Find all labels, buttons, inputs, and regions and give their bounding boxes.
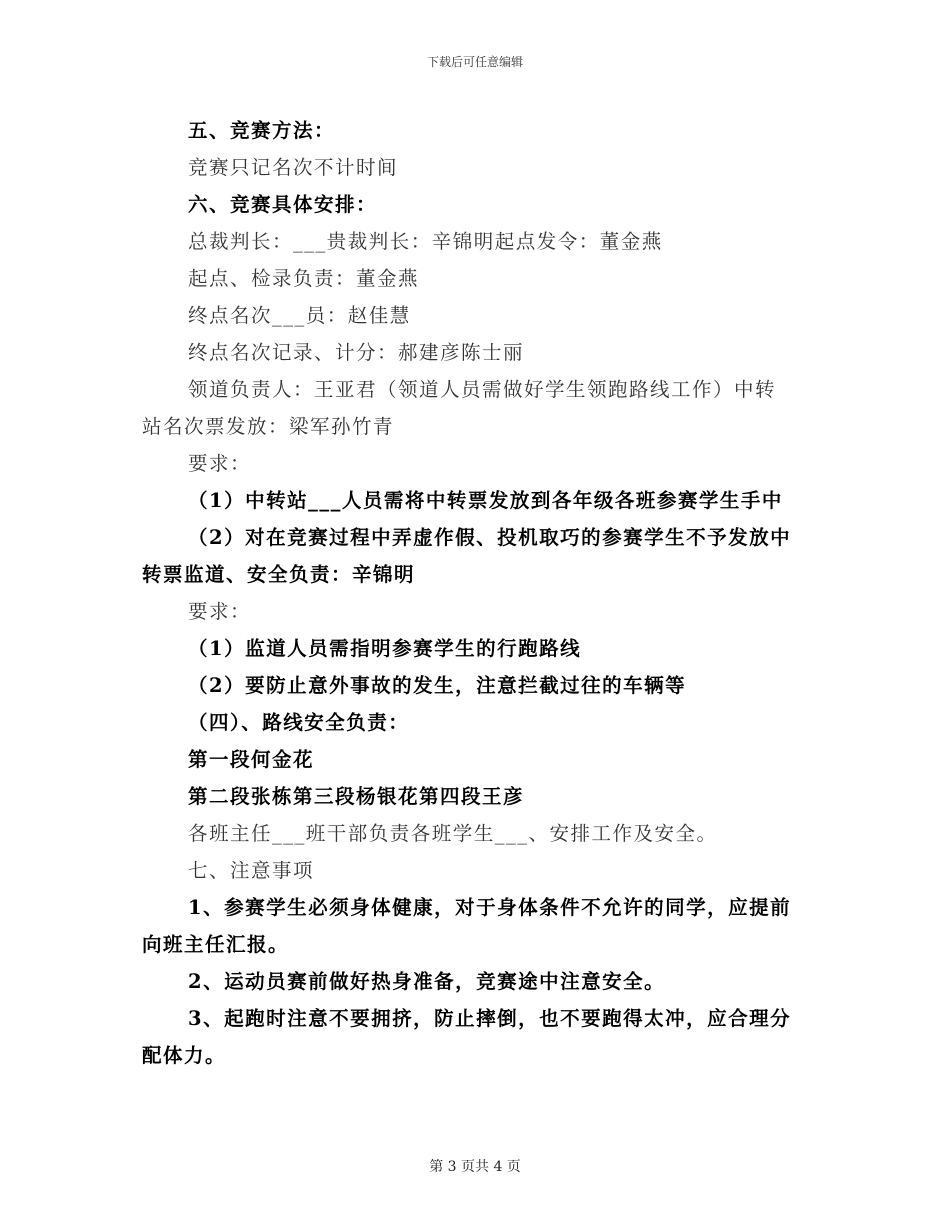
document-body <box>142 112 814 1074</box>
paragraph-line: 转票监道、安全负责：辛锦明 <box>142 563 416 586</box>
paragraph-line: 第二段张栋第三段杨银花第四段王彦 <box>188 785 525 808</box>
paragraph-line: 1、参赛学生必须身体健康，对于身体条件不允许的同学，应提前 <box>188 896 792 919</box>
paragraph-line: 向班主任汇报。 <box>142 933 290 956</box>
paragraph-line: （2）对在竞赛过程中弄虚作假、投机取巧的参赛学生不予发放中 <box>188 526 792 549</box>
paragraph-line: （2）要防止意外事故的发生，注意拦截过往的车辆等 <box>188 674 687 697</box>
paragraph-line: 终点名次记录、计分：郝建彦陈士丽 <box>188 341 525 364</box>
paragraph-line: 六、竞赛具体安排： <box>188 193 378 216</box>
paragraph-line: 起点、检录负责：董金燕 <box>188 267 420 290</box>
paragraph-line: 2、运动员赛前做好热身准备，竞赛途中注意安全。 <box>188 970 666 993</box>
paragraph-line: 要求： <box>188 600 252 623</box>
paragraph-line: （1）中转站___人员需将中转票发放到各年级各班参赛学生手中 <box>188 489 783 512</box>
paragraph-line: （四）、路线安全负责： <box>188 711 410 734</box>
paragraph-line: 要求： <box>188 452 252 475</box>
page-footer: 第 3 页共 4 页 <box>429 1159 521 1175</box>
paragraph-line: 竞赛只记名次不计时间 <box>188 156 399 179</box>
paragraph-line: 第一段何金花 <box>188 748 315 771</box>
paragraph-line: 各班主任___班干部负责各班学生___、安排工作及安全。 <box>188 822 718 845</box>
paragraph-line: （1）监道人员需指明参赛学生的行跑路线 <box>188 637 582 660</box>
page-header: 下载后可任意编辑 <box>426 55 523 69</box>
paragraph-line: 3、起跑时注意不要拥挤，防止摔倒，也不要跑得太冲，应合理分 <box>188 1007 792 1030</box>
paragraph-line: 配体力。 <box>142 1044 227 1067</box>
paragraph-line: 五、竞赛方法： <box>188 119 336 142</box>
paragraph-line: 终点名次___员：赵佳慧 <box>188 304 411 327</box>
paragraph-line: 七、注意事项 <box>188 859 315 882</box>
paragraph-line: 领道负责人：王亚君（领道人员需做好学生领跑路线工作）中转 <box>188 378 777 401</box>
paragraph-line: 总裁判长：___贵裁判长：辛锦明起点发令：董金燕 <box>188 230 663 253</box>
paragraph-line: 站名次票发放：梁军孙竹青 <box>142 415 395 438</box>
